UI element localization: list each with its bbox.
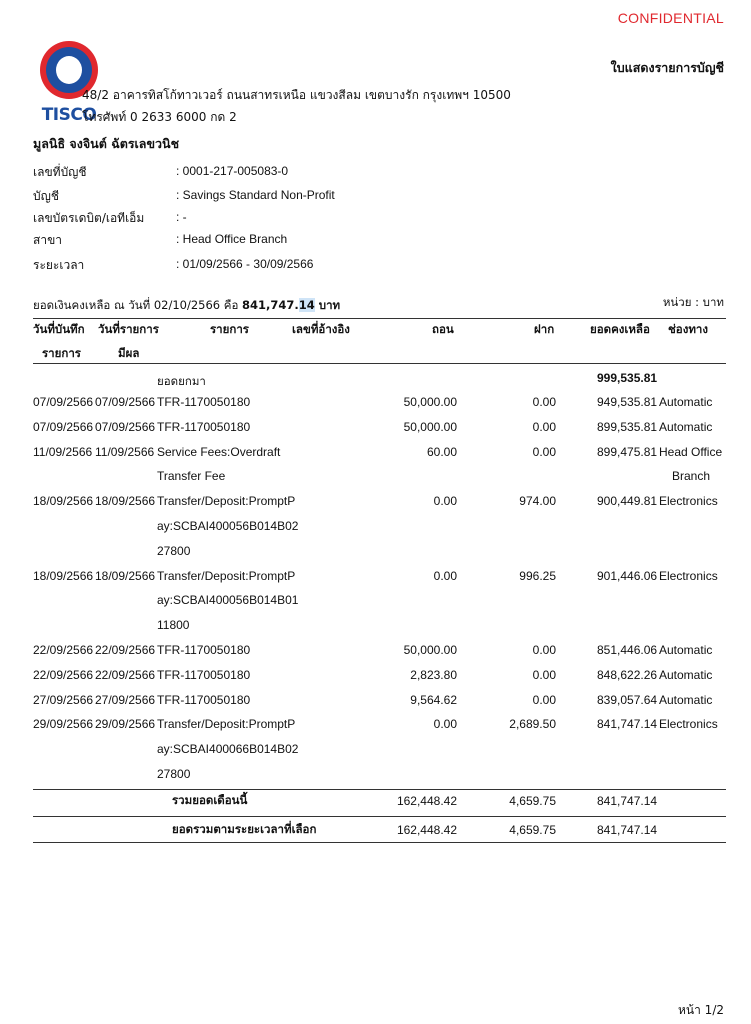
- row-channel: Head Office: [659, 444, 723, 459]
- totals-top-rule: [33, 789, 726, 790]
- balance-amount-highlight: 14: [298, 298, 315, 312]
- account-holder-name: มูลนิธิ จงจินต์ ฉัตรเลขวนิช: [33, 136, 180, 151]
- row-description: Transfer/Deposit:PromptP: [157, 568, 296, 583]
- balance-summary-prefix: ยอดเงินคงเหลือ ณ วันที่ 02/10/2566 คือ: [33, 298, 243, 312]
- unit-label: หน่วย : บาท: [662, 295, 724, 309]
- row-withdraw: 0.00: [433, 717, 457, 732]
- header-withdraw: ถอน: [432, 322, 454, 336]
- row-effective-date: 29/09/2566: [95, 717, 156, 732]
- row-balance: 901,446.06: [597, 568, 658, 583]
- row-deposit: 0.00: [532, 395, 556, 409]
- table-header-rule: [33, 363, 726, 364]
- totals-month-deposit: 4,659.75: [509, 794, 556, 808]
- row-channel: Automatic: [659, 692, 713, 707]
- row-description: TFR-1170050180: [157, 419, 251, 434]
- row-channel: Automatic: [659, 419, 713, 434]
- row-effective-date: 07/09/2566: [95, 395, 156, 409]
- row-description: ay:SCBAI400056B014B01: [157, 593, 299, 608]
- row-deposit: 0.00: [532, 419, 556, 434]
- row-balance: 851,446.06: [597, 643, 658, 657]
- row-description: 11800: [157, 618, 190, 633]
- totals-month-label: รวมยอดเดือนนี้: [172, 793, 248, 807]
- row-description: ay:SCBAI400066B014B02: [157, 742, 299, 757]
- row-description: TFR-1170050180: [157, 667, 251, 682]
- info-value-account-number: : 0001-217-005083-0: [176, 164, 289, 178]
- row-deposit: 0.00: [532, 692, 556, 707]
- row-effective-date: 22/09/2566: [95, 643, 156, 657]
- totals-middle-rule: [33, 816, 726, 817]
- bank-phone: โทรศัพท์ 0 2633 6000 กด 2: [82, 110, 237, 124]
- row-description: 27800: [157, 543, 191, 558]
- row-channel: Electronics: [659, 568, 718, 583]
- info-label-account-type: บัญชี: [33, 189, 59, 203]
- row-balance: 848,622.26: [597, 667, 658, 682]
- balance-amount: [242, 298, 340, 312]
- row-channel: Automatic: [659, 643, 713, 657]
- row-description: Service Fees:Overdraft: [157, 444, 281, 459]
- row-withdraw: 50,000.00: [403, 643, 457, 657]
- row-withdraw: 50,000.00: [403, 419, 457, 434]
- page-number: หน้า 1/2: [678, 1003, 724, 1017]
- row-channel: Automatic: [659, 395, 713, 409]
- header-effective-date-line2: มีผล: [118, 346, 140, 360]
- header-record-date: วันที่บันทึก: [33, 322, 85, 336]
- confidential-label: CONFIDENTIAL: [617, 10, 724, 26]
- header-deposit: ฝาก: [534, 322, 555, 336]
- totals-bottom-rule: [33, 842, 726, 843]
- row-balance: 899,475.81: [597, 444, 658, 459]
- row-record-date: 22/09/2566: [33, 643, 94, 657]
- totals-period-deposit: 4,659.75: [509, 823, 556, 837]
- row-deposit: 0.00: [532, 444, 556, 459]
- row-deposit: 974.00: [519, 494, 556, 509]
- row-description: TFR-1170050180: [157, 643, 251, 657]
- row-description: Transfer/Deposit:PromptP: [157, 717, 296, 732]
- info-value-account-type: : Savings Standard Non-Profit: [176, 188, 335, 202]
- row-description: TFR-1170050180: [157, 692, 251, 707]
- info-value-period: : 01/09/2566 - 30/09/2566: [176, 257, 314, 271]
- row-description: 27800: [157, 767, 191, 781]
- info-label-card-number: เลขบัตรเดบิต/เอทีเอ็ม: [33, 211, 145, 225]
- row-effective-date: 18/09/2566: [95, 568, 156, 583]
- header-balance: ยอดคงเหลือ: [590, 322, 650, 336]
- header-channel: ช่องทาง: [668, 322, 708, 336]
- row-withdraw: 9,564.62: [410, 692, 457, 707]
- row-channel: Electronics: [659, 494, 718, 509]
- row-effective-date: 22/09/2566: [95, 667, 156, 682]
- svg-text:TISCO: TISCO: [41, 105, 97, 125]
- balance-summary: [33, 297, 340, 315]
- bank-address: 48/2 อาคารทิสโก้ทาวเวอร์ ถนนสาทรเหนือ แขวงสีลม เขตบางรัก กรุงเทพฯ 10500: [82, 88, 511, 102]
- document-title: ใบแสดงรายการบัญชี: [610, 60, 724, 75]
- header-reference: เลขที่อ้างอิง: [292, 322, 350, 336]
- brought-forward-label: ยอดยกมา: [157, 374, 206, 388]
- brought-forward-balance: 999,535.81: [597, 371, 658, 385]
- info-label-branch: สาขา: [33, 233, 63, 247]
- totals-month-balance: 841,747.14: [597, 794, 658, 808]
- row-description: TFR-1170050180: [157, 395, 251, 409]
- header-record-date-line2: รายการ: [42, 346, 81, 360]
- totals-period-balance: 841,747.14: [597, 823, 658, 837]
- info-value-branch: : Head Office Branch: [176, 232, 288, 246]
- header-description: รายการ: [210, 322, 249, 336]
- row-withdraw: 50,000.00: [403, 395, 457, 409]
- row-description: ay:SCBAI400056B014B02: [157, 519, 299, 533]
- row-description: Transfer/Deposit:PromptP: [157, 494, 296, 509]
- row-withdraw: 60.00: [426, 444, 457, 459]
- totals-period-withdraw: 162,448.42: [396, 823, 457, 837]
- balance-currency: บาท: [314, 298, 341, 312]
- row-effective-date: 07/09/2566: [95, 419, 156, 434]
- row-channel: Branch: [672, 469, 711, 484]
- balance-amount-main: 841,747.: [242, 298, 299, 312]
- row-balance: 841,747.14: [597, 717, 658, 732]
- row-record-date: 18/09/2566: [33, 494, 94, 509]
- totals-month-withdraw: 162,448.42: [396, 794, 457, 808]
- row-effective-date: 27/09/2566: [95, 692, 156, 707]
- row-balance: 899,535.81: [597, 419, 658, 434]
- row-record-date: 07/09/2566: [33, 395, 94, 409]
- row-channel: Automatic: [659, 667, 713, 682]
- row-balance: 839,057.64: [597, 692, 658, 707]
- row-deposit: 996.25: [519, 568, 556, 583]
- row-record-date: 18/09/2566: [33, 568, 94, 583]
- row-channel: Electronics: [659, 717, 718, 732]
- info-label-account-number: เลขที่บัญชี: [33, 165, 87, 179]
- totals-period-label: ยอดรวมตามระยะเวลาที่เลือก: [172, 822, 317, 836]
- header-effective-date: วันที่รายการ: [98, 322, 159, 336]
- row-effective-date: 18/09/2566: [95, 494, 156, 509]
- row-deposit: 0.00: [532, 643, 556, 657]
- row-withdraw: 2,823.80: [410, 667, 457, 682]
- row-record-date: 27/09/2566: [33, 692, 94, 707]
- table-top-rule: [33, 318, 726, 319]
- row-record-date: 11/09/2566: [33, 444, 93, 459]
- row-record-date: 22/09/2566: [33, 667, 94, 682]
- row-effective-date: 11/09/2566: [95, 444, 155, 459]
- row-description: Transfer Fee: [157, 469, 226, 484]
- row-record-date: 07/09/2566: [33, 419, 94, 434]
- row-deposit: 2,689.50: [509, 717, 556, 732]
- info-value-card-number: : -: [176, 210, 187, 224]
- row-deposit: 0.00: [532, 667, 556, 682]
- row-withdraw: 0.00: [433, 494, 457, 509]
- row-withdraw: 0.00: [433, 568, 457, 583]
- row-balance: 900,449.81: [597, 494, 658, 509]
- row-record-date: 29/09/2566: [33, 717, 94, 732]
- info-label-period: ระยะเวลา: [33, 258, 85, 272]
- row-balance: 949,535.81: [597, 395, 658, 409]
